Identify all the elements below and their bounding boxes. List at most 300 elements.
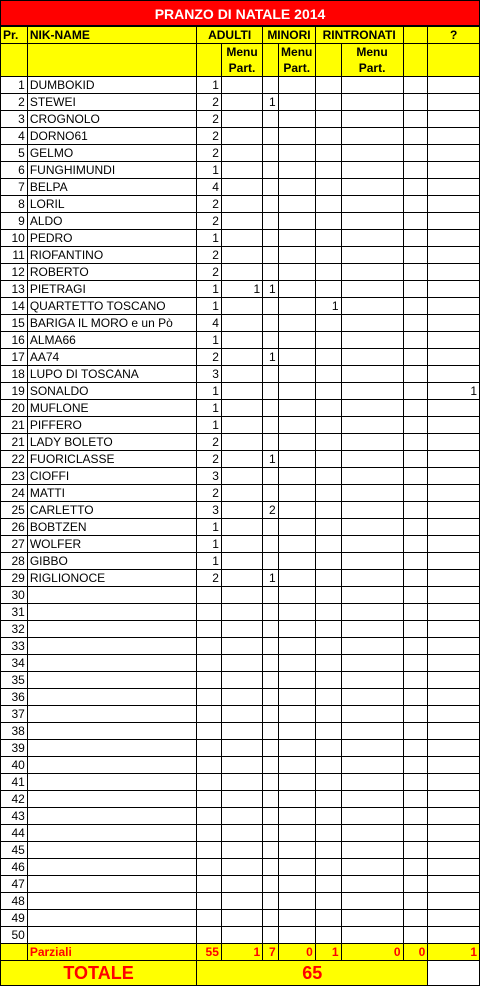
row-question	[428, 264, 480, 281]
row-question	[428, 570, 480, 587]
row-question	[428, 332, 480, 349]
row-rintronati	[315, 502, 341, 519]
row-adulti-menu	[221, 417, 262, 434]
row-minori	[263, 689, 278, 706]
row-rintronati	[315, 247, 341, 264]
row-rintronati-menu	[341, 621, 403, 638]
row-adulti-menu	[221, 77, 262, 94]
row-adulti	[197, 927, 222, 944]
row-nick: DUMBOKID	[27, 77, 196, 94]
row-extra	[403, 927, 428, 944]
row-minori	[263, 247, 278, 264]
row-rintronati-menu	[341, 213, 403, 230]
row-minori	[263, 672, 278, 689]
row-pr: 47	[1, 876, 28, 893]
row-rintronati	[315, 723, 341, 740]
row-question	[428, 910, 480, 927]
row-adulti-menu: 1	[221, 281, 262, 298]
row-adulti: 2	[197, 485, 222, 502]
row-pr: 9	[1, 213, 28, 230]
row-nick: FUNGHIMUNDI	[27, 162, 196, 179]
table-row	[1, 604, 480, 621]
row-nick	[27, 587, 196, 604]
table-row	[1, 910, 480, 927]
row-question	[428, 213, 480, 230]
row-question	[428, 536, 480, 553]
row-adulti	[197, 842, 222, 859]
row-minori-menu	[278, 893, 315, 910]
row-pr: 31	[1, 604, 28, 621]
row-rintronati-menu	[341, 757, 403, 774]
row-minori	[263, 621, 278, 638]
row-extra	[403, 740, 428, 757]
row-question	[428, 366, 480, 383]
row-question	[428, 553, 480, 570]
row-rintronati	[315, 264, 341, 281]
row-minori	[263, 859, 278, 876]
subheader-row	[1, 44, 480, 77]
row-adulti-menu	[221, 842, 262, 859]
row-extra	[403, 247, 428, 264]
row-pr: 44	[1, 825, 28, 842]
table-row	[1, 808, 480, 825]
row-extra	[403, 859, 428, 876]
row-rintronati	[315, 927, 341, 944]
table-row	[1, 128, 480, 145]
row-rintronati	[315, 400, 341, 417]
row-adulti: 2	[197, 196, 222, 213]
row-adulti-menu	[221, 383, 262, 400]
subheader-extra	[403, 44, 428, 77]
row-rintronati	[315, 757, 341, 774]
row-rintronati	[315, 638, 341, 655]
parziali-empty	[1, 944, 28, 961]
row-rintronati-menu	[341, 111, 403, 128]
row-minori-menu	[278, 587, 315, 604]
row-pr: 45	[1, 842, 28, 859]
row-minori-menu	[278, 536, 315, 553]
row-adulti-menu	[221, 859, 262, 876]
row-minori-menu	[278, 757, 315, 774]
row-extra	[403, 910, 428, 927]
row-extra	[403, 111, 428, 128]
parziali-adulti-menu: 1	[221, 944, 262, 961]
row-rintronati	[315, 315, 341, 332]
row-nick	[27, 655, 196, 672]
row-question	[428, 417, 480, 434]
subheader-rintronati-menu: Menu Part.	[341, 44, 403, 77]
row-rintronati-menu	[341, 196, 403, 213]
row-nick	[27, 808, 196, 825]
row-pr: 30	[1, 587, 28, 604]
row-adulti: 1	[197, 281, 222, 298]
table-row	[1, 927, 480, 944]
row-rintronati	[315, 417, 341, 434]
row-pr: 42	[1, 791, 28, 808]
row-adulti	[197, 876, 222, 893]
row-extra	[403, 825, 428, 842]
table-row	[1, 230, 480, 247]
row-rintronati-menu	[341, 400, 403, 417]
row-extra	[403, 876, 428, 893]
row-nick	[27, 689, 196, 706]
row-question	[428, 638, 480, 655]
row-question	[428, 434, 480, 451]
row-minori	[263, 77, 278, 94]
row-adulti: 1	[197, 383, 222, 400]
row-adulti-menu	[221, 519, 262, 536]
row-rintronati-menu	[341, 689, 403, 706]
row-question	[428, 723, 480, 740]
row-nick	[27, 672, 196, 689]
row-minori	[263, 604, 278, 621]
row-rintronati-menu	[341, 604, 403, 621]
row-rintronati-menu	[341, 502, 403, 519]
table-row	[1, 162, 480, 179]
row-extra	[403, 77, 428, 94]
row-adulti-menu	[221, 94, 262, 111]
row-extra	[403, 417, 428, 434]
row-pr: 14	[1, 298, 28, 315]
row-adulti: 2	[197, 128, 222, 145]
row-adulti-menu	[221, 128, 262, 145]
table-row	[1, 791, 480, 808]
row-extra	[403, 434, 428, 451]
row-question	[428, 400, 480, 417]
row-adulti-menu	[221, 621, 262, 638]
row-minori-menu	[278, 876, 315, 893]
row-pr: 46	[1, 859, 28, 876]
row-rintronati	[315, 349, 341, 366]
row-pr: 32	[1, 621, 28, 638]
row-adulti	[197, 638, 222, 655]
row-rintronati	[315, 281, 341, 298]
row-extra	[403, 808, 428, 825]
row-adulti-menu	[221, 247, 262, 264]
sheet-title: PRANZO DI NATALE 2014	[0, 0, 480, 26]
row-minori	[263, 519, 278, 536]
row-adulti-menu	[221, 451, 262, 468]
table-row	[1, 893, 480, 910]
row-rintronati-menu	[341, 468, 403, 485]
row-minori	[263, 825, 278, 842]
row-nick: PIETRAGI	[27, 281, 196, 298]
row-minori-menu	[278, 417, 315, 434]
header-row	[1, 27, 480, 44]
row-minori	[263, 893, 278, 910]
table-row	[1, 417, 480, 434]
row-nick	[27, 842, 196, 859]
row-minori-menu	[278, 383, 315, 400]
row-question	[428, 128, 480, 145]
row-rintronati	[315, 808, 341, 825]
row-rintronati	[315, 332, 341, 349]
table-row	[1, 757, 480, 774]
row-rintronati-menu	[341, 332, 403, 349]
row-nick: RIGLIONOCE	[27, 570, 196, 587]
row-minori	[263, 179, 278, 196]
row-question	[428, 774, 480, 791]
table-row	[1, 94, 480, 111]
row-minori-menu	[278, 723, 315, 740]
row-question	[428, 927, 480, 944]
row-rintronati	[315, 774, 341, 791]
row-nick: MUFLONE	[27, 400, 196, 417]
row-pr: 17	[1, 349, 28, 366]
header-adulti: ADULTI	[197, 27, 263, 44]
table-row	[1, 774, 480, 791]
table-row	[1, 332, 480, 349]
row-pr: 25	[1, 502, 28, 519]
row-nick	[27, 723, 196, 740]
row-minori-menu	[278, 740, 315, 757]
parziali-question: 1	[428, 944, 480, 961]
row-pr: 35	[1, 672, 28, 689]
row-adulti: 3	[197, 502, 222, 519]
row-adulti-menu	[221, 706, 262, 723]
table-row	[1, 451, 480, 468]
row-extra	[403, 383, 428, 400]
row-nick	[27, 791, 196, 808]
row-pr: 41	[1, 774, 28, 791]
row-minori	[263, 264, 278, 281]
table-row	[1, 570, 480, 587]
parziali-extra: 0	[403, 944, 428, 961]
row-adulti-menu	[221, 366, 262, 383]
row-adulti-menu	[221, 672, 262, 689]
row-extra	[403, 332, 428, 349]
row-rintronati	[315, 791, 341, 808]
row-rintronati-menu	[341, 825, 403, 842]
header-rintronati: RINTRONATI	[315, 27, 403, 44]
row-adulti-menu	[221, 230, 262, 247]
row-nick	[27, 859, 196, 876]
row-minori	[263, 655, 278, 672]
header-pr: Pr.	[1, 27, 28, 44]
row-rintronati	[315, 451, 341, 468]
row-pr: 6	[1, 162, 28, 179]
row-pr: 5	[1, 145, 28, 162]
row-pr: 11	[1, 247, 28, 264]
subheader-minori-menu: Menu Part.	[278, 44, 315, 77]
row-minori	[263, 536, 278, 553]
table-row	[1, 400, 480, 417]
row-extra	[403, 298, 428, 315]
row-rintronati-menu	[341, 264, 403, 281]
table-row	[1, 366, 480, 383]
row-adulti: 1	[197, 230, 222, 247]
row-nick	[27, 910, 196, 927]
row-rintronati	[315, 179, 341, 196]
row-nick: STEWEI	[27, 94, 196, 111]
row-minori-menu	[278, 689, 315, 706]
row-adulti-menu	[221, 332, 262, 349]
row-rintronati	[315, 434, 341, 451]
row-rintronati	[315, 213, 341, 230]
row-minori-menu	[278, 264, 315, 281]
row-minori	[263, 111, 278, 128]
row-adulti: 2	[197, 94, 222, 111]
row-nick: PIFFERO	[27, 417, 196, 434]
totale-empty	[428, 961, 480, 986]
row-rintronati	[315, 230, 341, 247]
row-question	[428, 162, 480, 179]
row-minori: 1	[263, 94, 278, 111]
row-adulti: 2	[197, 451, 222, 468]
header-extra	[403, 27, 428, 44]
row-extra	[403, 893, 428, 910]
row-adulti-menu	[221, 723, 262, 740]
row-question	[428, 604, 480, 621]
row-question	[428, 519, 480, 536]
row-rintronati-menu	[341, 230, 403, 247]
row-minori-menu	[278, 553, 315, 570]
row-question	[428, 791, 480, 808]
row-adulti: 4	[197, 315, 222, 332]
row-pr: 21	[1, 417, 28, 434]
row-minori-menu	[278, 281, 315, 298]
row-rintronati-menu	[341, 791, 403, 808]
row-minori-menu	[278, 298, 315, 315]
row-question	[428, 247, 480, 264]
row-minori	[263, 740, 278, 757]
row-minori-menu	[278, 910, 315, 927]
row-nick: BARIGA IL MORO e un Pò	[27, 315, 196, 332]
row-adulti	[197, 859, 222, 876]
row-nick: GELMO	[27, 145, 196, 162]
row-pr: 1	[1, 77, 28, 94]
row-nick: CIOFFI	[27, 468, 196, 485]
row-rintronati-menu	[341, 417, 403, 434]
row-extra	[403, 672, 428, 689]
table-row	[1, 315, 480, 332]
row-question	[428, 655, 480, 672]
row-pr: 26	[1, 519, 28, 536]
row-minori	[263, 230, 278, 247]
row-minori	[263, 876, 278, 893]
row-minori-menu	[278, 502, 315, 519]
row-extra	[403, 774, 428, 791]
row-rintronati	[315, 196, 341, 213]
table-row	[1, 553, 480, 570]
row-pr: 22	[1, 451, 28, 468]
row-extra	[403, 842, 428, 859]
row-minori-menu	[278, 77, 315, 94]
row-nick: CARLETTO	[27, 502, 196, 519]
row-minori	[263, 128, 278, 145]
row-adulti: 3	[197, 366, 222, 383]
row-question	[428, 587, 480, 604]
row-minori	[263, 842, 278, 859]
row-adulti-menu	[221, 553, 262, 570]
row-question	[428, 859, 480, 876]
table-row	[1, 298, 480, 315]
row-rintronati	[315, 706, 341, 723]
row-minori-menu	[278, 519, 315, 536]
row-rintronati-menu	[341, 77, 403, 94]
row-rintronati-menu	[341, 281, 403, 298]
table-row	[1, 179, 480, 196]
row-rintronati-menu	[341, 672, 403, 689]
row-minori	[263, 774, 278, 791]
row-adulti	[197, 825, 222, 842]
row-rintronati	[315, 672, 341, 689]
row-question	[428, 502, 480, 519]
table-row	[1, 281, 480, 298]
row-extra	[403, 315, 428, 332]
row-minori	[263, 927, 278, 944]
row-rintronati	[315, 842, 341, 859]
row-question	[428, 621, 480, 638]
row-adulti-menu	[221, 298, 262, 315]
row-pr: 19	[1, 383, 28, 400]
row-adulti	[197, 808, 222, 825]
row-extra	[403, 689, 428, 706]
row-rintronati-menu	[341, 910, 403, 927]
row-rintronati	[315, 128, 341, 145]
row-adulti: 2	[197, 570, 222, 587]
row-rintronati: 1	[315, 298, 341, 315]
row-pr: 7	[1, 179, 28, 196]
row-minori	[263, 417, 278, 434]
row-question	[428, 230, 480, 247]
row-adulti	[197, 740, 222, 757]
table-row	[1, 621, 480, 638]
row-adulti-menu	[221, 604, 262, 621]
row-rintronati-menu	[341, 519, 403, 536]
row-rintronati-menu	[341, 451, 403, 468]
table-row	[1, 638, 480, 655]
row-adulti-menu	[221, 536, 262, 553]
subheader-adulti-menu: Menu Part.	[221, 44, 262, 77]
row-extra	[403, 706, 428, 723]
row-question	[428, 706, 480, 723]
row-nick: ALMA66	[27, 332, 196, 349]
row-nick: MATTI	[27, 485, 196, 502]
row-adulti	[197, 757, 222, 774]
row-rintronati	[315, 825, 341, 842]
row-adulti-menu	[221, 791, 262, 808]
row-rintronati-menu	[341, 876, 403, 893]
row-adulti	[197, 655, 222, 672]
row-pr: 23	[1, 468, 28, 485]
row-question	[428, 757, 480, 774]
row-adulti-menu	[221, 400, 262, 417]
row-question	[428, 451, 480, 468]
row-rintronati-menu	[341, 723, 403, 740]
row-nick	[27, 757, 196, 774]
row-adulti: 2	[197, 111, 222, 128]
row-minori	[263, 383, 278, 400]
table-row	[1, 145, 480, 162]
parziali-minori: 7	[263, 944, 278, 961]
row-rintronati	[315, 366, 341, 383]
row-adulti: 2	[197, 213, 222, 230]
row-minori	[263, 485, 278, 502]
row-rintronati	[315, 859, 341, 876]
header-question: ?	[428, 27, 480, 44]
row-minori-menu	[278, 706, 315, 723]
row-rintronati-menu	[341, 485, 403, 502]
row-minori	[263, 706, 278, 723]
row-rintronati	[315, 570, 341, 587]
header-minori: MINORI	[263, 27, 316, 44]
row-minori	[263, 587, 278, 604]
row-extra	[403, 400, 428, 417]
row-minori-menu	[278, 451, 315, 468]
row-nick: SONALDO	[27, 383, 196, 400]
table-row	[1, 740, 480, 757]
